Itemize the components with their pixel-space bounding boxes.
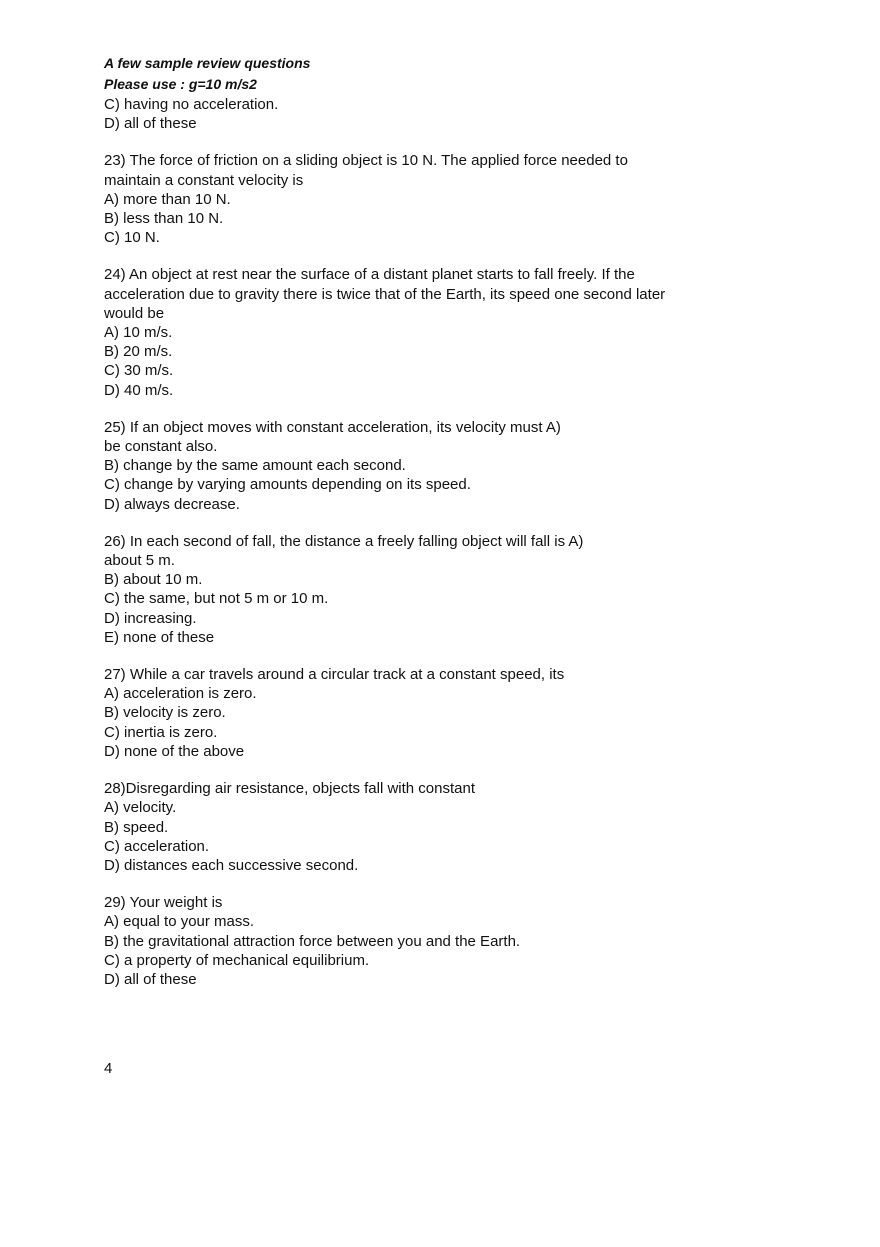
option-line: C) acceleration. <box>104 837 210 855</box>
question-28 <box>104 779 804 875</box>
option-line: about 5 m. <box>104 552 175 570</box>
option-line: B) speed. <box>104 818 169 836</box>
option-line: C) inertia is zero. <box>104 723 218 741</box>
option-line: A) 10 m/s. <box>104 324 173 342</box>
option-line: be constant also. <box>104 438 218 456</box>
option-line: C) a property of mechanical equilibrium. <box>104 951 370 969</box>
question-29 <box>104 893 804 989</box>
question-text: would be <box>104 304 165 322</box>
question-25 <box>104 418 804 514</box>
option-line: C) 30 m/s. <box>104 362 174 380</box>
option-line: D) all of these <box>104 115 197 133</box>
option-line: B) the gravitational attraction force between you and the Earth. <box>104 932 521 950</box>
option-line: D) all of these <box>104 970 197 988</box>
option-line: C) change by varying amounts depending on its speed. <box>104 476 471 494</box>
option-line: D) distances each successive second. <box>104 856 359 874</box>
question-23 <box>104 151 804 247</box>
option-line: A) more than 10 N. <box>104 190 231 208</box>
question-26 <box>104 532 804 647</box>
page-number: 4 <box>104 1060 113 1077</box>
question-27 <box>104 665 804 761</box>
option-line: D) 40 m/s. <box>104 381 174 399</box>
option-line: B) 20 m/s. <box>104 343 173 361</box>
question-text: 27) While a car travels around a circular track at a constant speed, its <box>104 666 565 684</box>
option-line: E) none of these <box>104 628 215 646</box>
question-text: 29) Your weight is <box>104 894 223 912</box>
question-24 <box>104 265 804 399</box>
question-text: 23) The force of friction on a sliding object is 10 N. The applied force needed to <box>104 152 628 170</box>
option-line: B) about 10 m. <box>104 571 203 589</box>
question-text: 26) In each second of fall, the distance a freely falling object will fall is A) <box>104 532 584 550</box>
option-line: A) equal to your mass. <box>104 913 255 931</box>
option-line: B) change by the same amount each second. <box>104 457 406 475</box>
question-text: acceleration due to gravity there is twice that of the Earth, its speed one second later <box>104 285 666 303</box>
document-title: A few sample review questions <box>104 55 311 71</box>
question-text: 28)Disregarding air resistance, objects fall with constant <box>104 780 476 798</box>
question-text: 25) If an object moves with constant acceleration, its velocity must A) <box>104 418 561 436</box>
option-line: C) the same, but not 5 m or 10 m. <box>104 590 329 608</box>
option-line: D) increasing. <box>104 609 197 627</box>
question-text: 24) An object at rest near the surface of a distant planet starts to fall freely. If the <box>104 266 635 284</box>
option-line: C) 10 N. <box>104 229 160 247</box>
gravity-note: Please use : g=10 m/s2 <box>104 76 257 92</box>
document-page <box>104 53 804 989</box>
option-line: A) acceleration is zero. <box>104 685 257 703</box>
option-line: C) having no acceleration. <box>104 96 279 113</box>
question-text: maintain a constant velocity is <box>104 171 304 189</box>
continuation-block <box>104 95 804 133</box>
option-line: D) always decrease. <box>104 495 240 513</box>
option-line: A) velocity. <box>104 799 177 817</box>
option-line: B) velocity is zero. <box>104 704 226 722</box>
option-line: D) none of the above <box>104 742 245 760</box>
option-line: B) less than 10 N. <box>104 210 224 228</box>
